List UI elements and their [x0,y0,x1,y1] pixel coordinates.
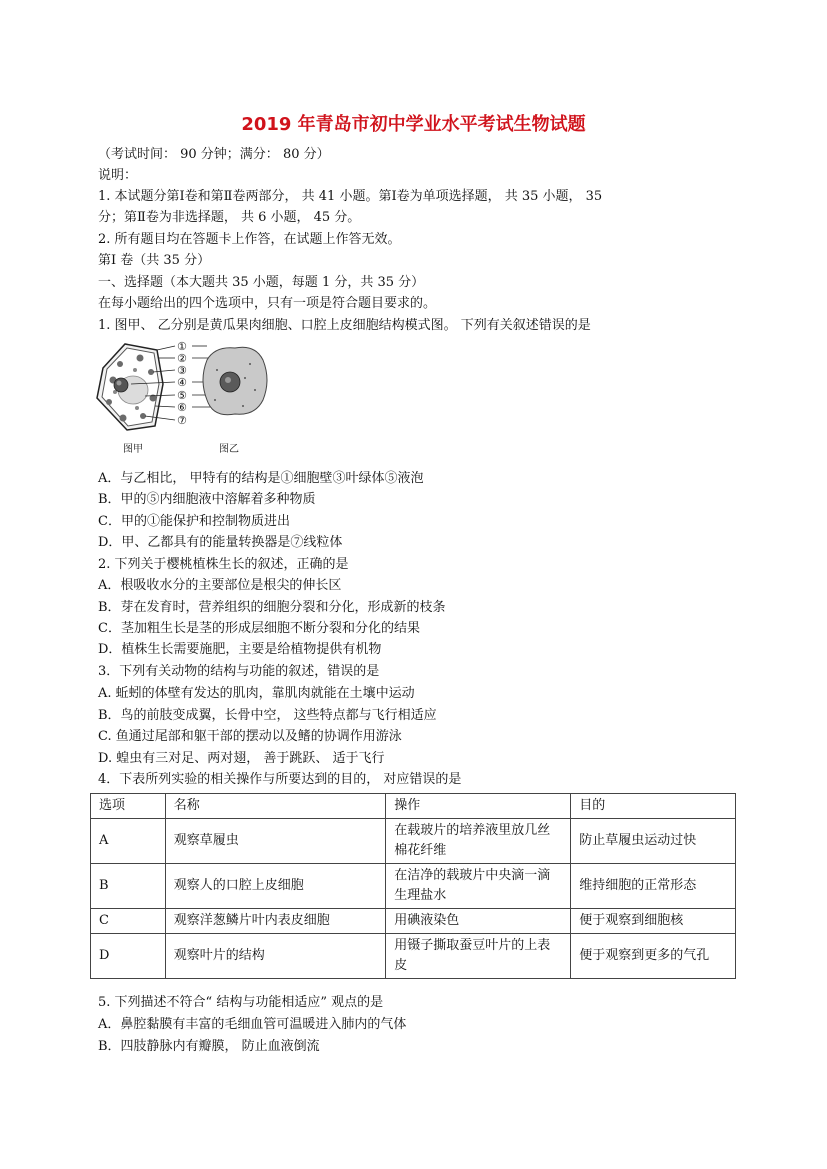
question-3-option-d: D. 蝗虫有三对足、两对翅， 善于跳跃、 适于飞行 [98,751,385,766]
table-header-cell: 选项 [91,794,166,819]
instruction-2: 2. 所有题目均在答题卡上作答，在试题上作答无效。 [98,232,401,247]
label-5: ⑤ [177,389,187,402]
caption-figure-b: 图乙 [219,444,239,455]
question-4-stem: 4．下表所列实验的相关操作与所要达到的目的， 对应错误的是 [98,772,462,787]
page-title: 2019 年青岛市初中学业水平考试生物试题 [241,114,586,135]
question-5-option-b: B．四肢静脉内有瓣膜， 防止血液倒流 [98,1039,320,1054]
caption-figure-a: 图甲 [123,444,143,455]
question-2-option-b: B．芽在发育时，营养组织的细胞分裂和分化，形成新的枝条 [98,600,446,615]
table-cell: 便于观察到更多的气孔 [571,934,736,979]
question-1-option-a: A．与乙相比， 甲特有的结构是①细胞壁③叶绿体⑤液泡 [98,471,424,486]
instruction-1-line-2: 分；第Ⅱ卷为非选择题， 共 6 小题， 45 分。 [98,210,361,225]
label-1: ① [177,340,187,353]
cell-diagram-figure [95,340,280,460]
question-2-option-d: D．植株生长需要施肥，主要是给植物提供有机物 [98,642,382,657]
section-heading: 一、选择题（本大题共 35 小题，每题 1 分，共 35 分） [98,275,425,290]
table-cell: 便于观察到细胞核 [571,909,736,934]
question-1-option-c: C．甲的①能保护和控制物质进出 [98,514,290,529]
table-header-cell: 目的 [571,794,736,819]
table-row [91,864,736,909]
question-5-option-a: A．鼻腔黏膜有丰富的毛细血管可温暖进入肺内的气体 [98,1017,407,1032]
cell-diagram [95,340,280,460]
table-row [91,819,736,864]
label-4: ④ [177,376,187,389]
table-cell: D [91,934,166,979]
question-3-option-a: A. 蚯蚓的体壁有发达的肌肉，靠肌肉就能在土壤中运动 [98,686,415,701]
label-7: ⑦ [177,414,187,427]
table-cell: 用镊子撕取蚕豆叶片的上表皮 [386,934,571,979]
table-header-cell: 操作 [386,794,571,819]
exam-time-info: （考试时间： 90 分钟；满分： 80 分） [98,147,330,162]
animal-cell-diagram [203,347,267,415]
question-5-stem: 5. 下列描述不符合“ 结构与功能相适应” 观点的是 [98,995,384,1010]
question-1-option-b: B．甲的⑤内细胞液中溶解着多种物质 [98,492,316,507]
table-cell: 防止草履虫运动过快 [571,819,736,864]
section-instruction: 在每小题给出的四个选项中，只有一项是符合题目要求的。 [98,296,437,311]
table-header-cell: 名称 [165,794,385,819]
table-cell: 观察人的口腔上皮细胞 [165,864,385,909]
question-1-stem: 1. 图甲、 乙分别是黄瓜果肉细胞、口腔上皮细胞结构模式图。 下列有关叙述错误的是 [98,318,591,333]
label-6: ⑥ [177,401,187,414]
question-1-option-d: D．甲、乙都具有的能量转换器是⑦线粒体 [98,535,343,550]
label-2: ② [177,352,187,365]
table-cell: B [91,864,166,909]
instruction-1-line-1: 1. 本试题分第Ⅰ卷和第Ⅱ卷两部分， 共 41 小题。第Ⅰ卷为单项选择题， 共 35 小题， 35 [98,189,603,204]
table-cell: 维持细胞的正常形态 [571,864,736,909]
table-cell: C [91,909,166,934]
question-2-option-c: C．茎加粗生长是茎的形成层细胞不断分裂和分化的结果 [98,621,420,636]
experiment-table [90,793,736,979]
question-3-option-b: B．鸟的前肢变成翼，长骨中空， 这些特点都与飞行相适应 [98,708,437,723]
question-2-option-a: A．根吸收水分的主要部位是根尖的伸长区 [98,578,342,593]
question-2-stem: 2. 下列关于樱桃植株生长的叙述，正确的是 [98,557,349,572]
question-3-option-c: C. 鱼通过尾部和躯干部的摆动以及鳍的协调作用游泳 [98,729,402,744]
table-row [91,934,736,979]
table-cell: 观察洋葱鳞片叶内表皮细胞 [165,909,385,934]
table-row [91,909,736,934]
table-cell: 在载玻片的培养液里放几丝棉花纤维 [386,819,571,864]
table-cell: 用碘液染色 [386,909,571,934]
table-header-row [91,794,736,819]
question-3-stem: 3．下列有关动物的结构与功能的叙述，错误的是 [98,664,380,679]
table-cell: 在洁净的载玻片中央滴一滴生理盐水 [386,864,571,909]
instructions-label: 说明： [98,168,138,183]
table-cell: 观察草履虫 [165,819,385,864]
part-1-heading: 第Ⅰ 卷（共 35 分） [98,253,211,268]
table-cell: A [91,819,166,864]
table-cell: 观察叶片的结构 [165,934,385,979]
label-3: ③ [177,364,187,377]
